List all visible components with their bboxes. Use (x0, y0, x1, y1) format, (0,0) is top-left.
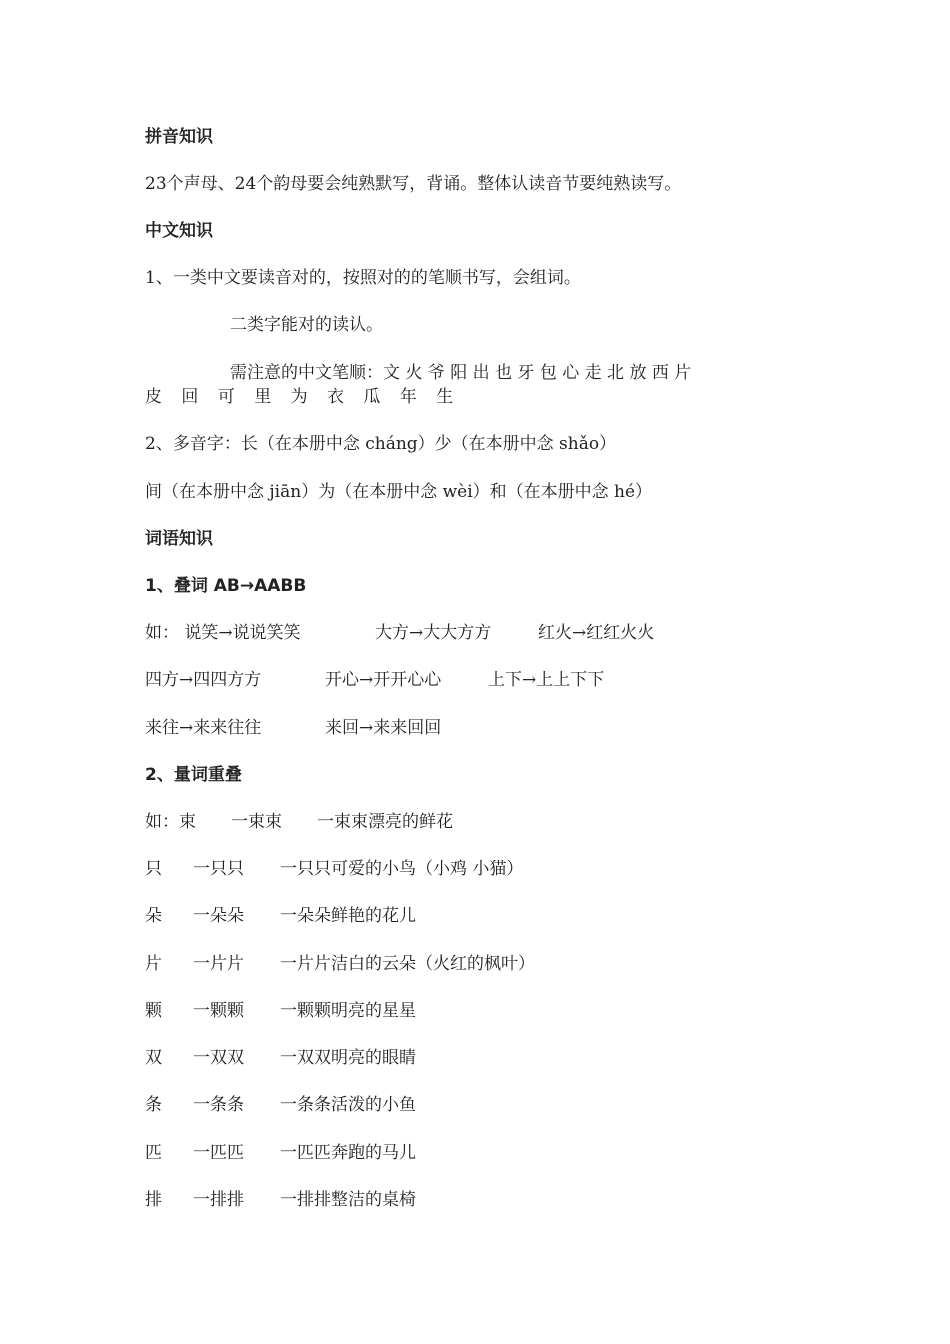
pinyin-heading: 拼音知识 (145, 127, 213, 147)
measure-phrase: 一片片洁白的云朵（火红的枫叶） (280, 954, 535, 974)
measure-double: 一匹匹 (193, 1143, 244, 1163)
reduplication-item: 大方→大大方方 (375, 623, 492, 643)
reduplication-item: 来回→来来回回 (325, 718, 442, 738)
measure-word: 条 (145, 1095, 162, 1115)
pinyin-text: 23个声母、24个韵母要会纯熟默写，背诵。整体认读音节要纯熟读写。 (145, 174, 682, 194)
measure-row (145, 857, 523, 881)
measure-example-double: 一束束 (231, 812, 282, 832)
reduplication-item: 来往→来来往往 (145, 718, 262, 738)
reduplication-row-1 (145, 621, 654, 645)
measure-double: 一颗颗 (193, 1001, 244, 1021)
reduplication-item: 四方→四四方方 (145, 670, 262, 690)
measure-phrase: 一排排整洁的桌椅 (280, 1190, 416, 1210)
reduplication-item: 开心→开开心心 (325, 670, 442, 690)
measure-phrase: 一双双明亮的眼睛 (280, 1048, 416, 1068)
measure-word: 匹 (145, 1143, 162, 1163)
measure-word: 朵 (145, 906, 162, 926)
measure-row (145, 952, 535, 976)
measure-row (145, 1141, 416, 1165)
hanzi-line-1: 1、一类中文要读音对的，按照对的的笔顺书写，会组词。 (145, 268, 581, 288)
measure-word: 片 (145, 954, 162, 974)
reduplication-item: 如： 说笑→说说笑笑 (145, 623, 301, 643)
measure-phrase: 一条条活泼的小鱼 (280, 1095, 416, 1115)
ciyu-heading: 词语知识 (145, 529, 213, 549)
measure-phrase: 一匹匹奔跑的马儿 (280, 1143, 416, 1163)
measure-double: 一条条 (193, 1095, 244, 1115)
measure-double: 一双双 (193, 1048, 244, 1068)
measure-phrase: 一只只可爱的小鸟（小鸡 小猫） (280, 859, 524, 879)
polyphone-line-1: 2、多音字：长（在本册中念 cháng）少（在本册中念 shǎo） (145, 434, 617, 454)
measure-word-heading: 2、量词重叠 (145, 765, 242, 785)
hanzi-heading: 中文知识 (145, 221, 213, 241)
measure-word: 颗 (145, 1001, 162, 1021)
measure-example-row (145, 810, 453, 834)
hanzi-stroke-order-line-a: 需注意的中文笔顺：文 火 爷 阳 出 也 牙 包 心 走 北 放 西 片 (230, 363, 692, 383)
measure-example-phrase: 一束束漂亮的鲜花 (317, 812, 453, 832)
measure-double: 一只只 (193, 859, 244, 879)
reduplication-item: 上下→上上下下 (488, 670, 605, 690)
measure-row (145, 1046, 416, 1070)
measure-word: 排 (145, 1190, 162, 1210)
polyphone-line-2: 间（在本册中念 jiān）为（在本册中念 wèi）和（在本册中念 hé） (145, 482, 653, 502)
measure-row (145, 999, 416, 1023)
reduplication-heading: 1、叠词 AB→AABB (145, 576, 307, 596)
measure-row (145, 1093, 416, 1117)
reduplication-item: 红火→红红火火 (538, 623, 655, 643)
measure-phrase: 一颗颗明亮的星星 (280, 1001, 416, 1021)
reduplication-row-2 (145, 668, 604, 692)
reduplication-row-3 (145, 716, 441, 740)
hanzi-stroke-order-line-b: 皮 回 可 里 为 衣 瓜 年 生 (145, 387, 461, 407)
measure-example-word: 如：束 (145, 812, 196, 832)
measure-double: 一朵朵 (193, 906, 244, 926)
measure-word: 只 (145, 859, 162, 879)
measure-double: 一排排 (193, 1190, 244, 1210)
measure-row (145, 1188, 416, 1212)
measure-row (145, 904, 416, 928)
hanzi-line-2: 二类字能对的读认。 (230, 315, 383, 335)
measure-phrase: 一朵朵鲜艳的花儿 (280, 906, 416, 926)
measure-double: 一片片 (193, 954, 244, 974)
measure-word: 双 (145, 1048, 162, 1068)
